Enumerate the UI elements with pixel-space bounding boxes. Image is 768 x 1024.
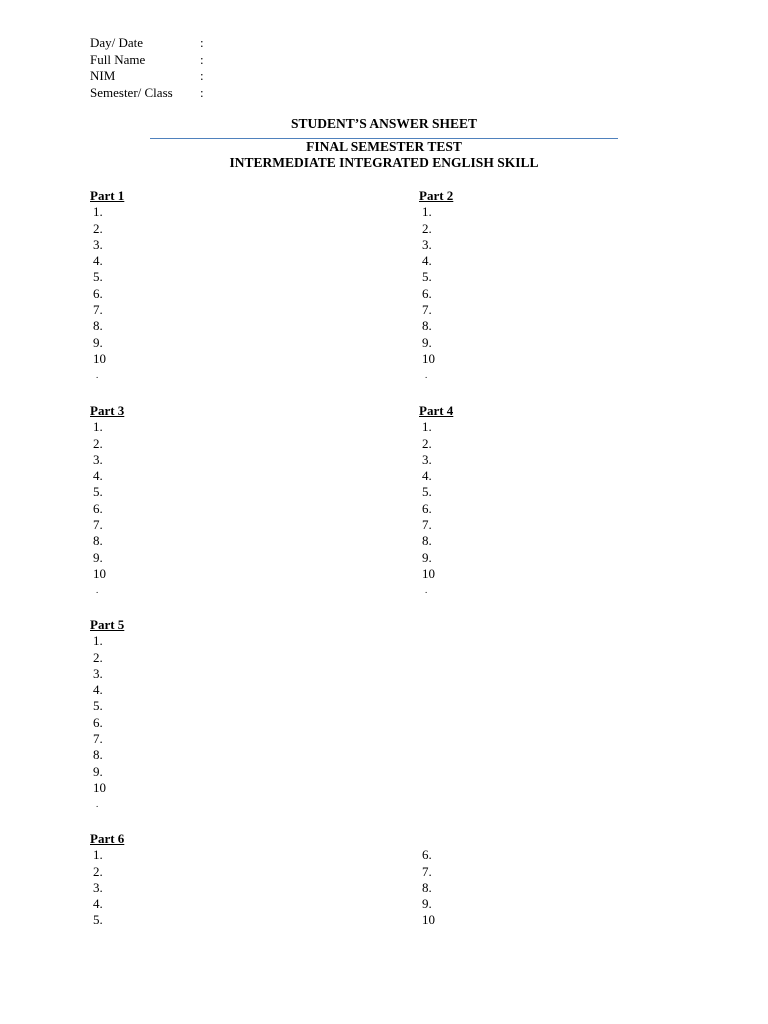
answer-item: 3.	[93, 665, 103, 681]
answer-item: 4.	[93, 896, 103, 912]
answer-item: 7.	[422, 863, 432, 879]
answer-item: 1.	[93, 847, 103, 863]
info-label: Day/ Date	[90, 35, 144, 50]
answer-item: 9.	[93, 334, 103, 350]
answer-item: 7.	[93, 302, 103, 318]
answer-item: 7.	[93, 517, 103, 533]
answer-item: 8.	[422, 318, 432, 334]
info-row-semester-class	[90, 85, 204, 102]
answer-item: 3.	[93, 451, 103, 467]
answer-item: 2.	[93, 220, 103, 236]
answer-item: 8.	[422, 533, 432, 549]
answer-item: 6.	[422, 285, 432, 301]
info-colon: :	[200, 68, 204, 83]
answer-item: 5.	[93, 269, 103, 285]
answer-item: 6.	[93, 500, 103, 516]
answer-item: 4.	[93, 682, 103, 698]
answer-item: 9.	[93, 549, 103, 565]
answer-item: 1.	[422, 419, 432, 435]
part-5-section	[90, 617, 124, 812]
answer-item: 3.	[422, 451, 432, 467]
answer-item: 2.	[422, 435, 432, 451]
answer-item: 8.	[93, 533, 103, 549]
answer-item: 8.	[93, 318, 103, 334]
trailing-dot: .	[425, 585, 428, 596]
info-row-nim	[90, 68, 204, 85]
trailing-dot: .	[96, 585, 99, 596]
answer-item: 4.	[422, 253, 432, 269]
answer-item: 8.	[93, 747, 103, 763]
info-colon: :	[200, 51, 204, 67]
answer-item: 1.	[93, 633, 103, 649]
answer-item: 1.	[93, 419, 103, 435]
info-colon: :	[200, 84, 204, 100]
answer-item: 9.	[422, 334, 432, 350]
answer-item: 10	[93, 779, 106, 795]
answer-item: 8.	[422, 879, 432, 895]
trailing-dot: .	[425, 370, 428, 381]
info-label: NIM	[90, 68, 116, 83]
info-row-full-name	[90, 52, 204, 69]
answer-item: 3.	[93, 236, 103, 252]
trailing-dot: .	[96, 799, 99, 810]
part-2-section	[419, 188, 453, 383]
answer-item: 6.	[93, 285, 103, 301]
answer-item: 9.	[422, 896, 432, 912]
part-6-section	[90, 831, 124, 929]
answer-item: 2.	[422, 220, 432, 236]
answer-item: 3.	[93, 879, 103, 895]
answer-item: 3.	[422, 236, 432, 252]
part-heading: Part 4	[419, 403, 454, 418]
info-colon: :	[200, 35, 204, 50]
answer-item: 2.	[93, 863, 103, 879]
answer-item: 10	[93, 565, 106, 581]
answer-item: 9.	[422, 549, 432, 565]
answer-item: 5.	[422, 484, 432, 500]
trailing-dot: .	[96, 370, 99, 381]
part-3-section	[90, 403, 124, 598]
test-title: FINAL SEMESTER TEST	[306, 139, 462, 154]
answer-item: 2.	[93, 649, 103, 665]
part-heading: Part 2	[419, 188, 454, 203]
info-row-day-date	[90, 35, 204, 52]
student-info-fields	[90, 35, 204, 101]
answer-item: 6.	[422, 500, 432, 516]
part-heading: Part 5	[90, 617, 125, 632]
part-4-section	[419, 403, 453, 598]
answer-item: 4.	[93, 468, 103, 484]
info-label: Semester/ Class	[90, 84, 173, 100]
answer-item: 5.	[93, 484, 103, 500]
answer-item: 2.	[93, 435, 103, 451]
answer-item: 9.	[93, 763, 103, 779]
answer-item: 5.	[422, 269, 432, 285]
answer-item: 10	[93, 350, 106, 366]
part-heading: Part 6	[90, 831, 125, 846]
answer-item: 6.	[93, 714, 103, 730]
answer-item: 4.	[93, 253, 103, 269]
answer-item: 5.	[93, 698, 103, 714]
part-heading: Part 3	[90, 403, 125, 418]
part-1-section	[90, 188, 124, 383]
course-title: INTERMEDIATE INTEGRATED ENGLISH SKILL	[229, 155, 539, 170]
part-6-right-column	[419, 847, 435, 928]
answer-item: 5.	[93, 912, 103, 928]
answer-item: 7.	[422, 302, 432, 318]
answer-item: 7.	[93, 731, 103, 747]
sheet-title: STUDENT’S ANSWER SHEET	[290, 116, 478, 131]
answer-item: 6.	[422, 847, 432, 863]
answer-item: 10	[422, 912, 435, 928]
answer-item: 10	[422, 565, 435, 581]
answer-item: 1.	[93, 204, 103, 220]
info-label: Full Name	[90, 51, 146, 67]
part-heading: Part 1	[90, 188, 125, 203]
answer-item: 4.	[422, 468, 432, 484]
answer-item: 10	[422, 350, 435, 366]
answer-item: 1.	[422, 204, 432, 220]
answer-item: 7.	[422, 517, 432, 533]
